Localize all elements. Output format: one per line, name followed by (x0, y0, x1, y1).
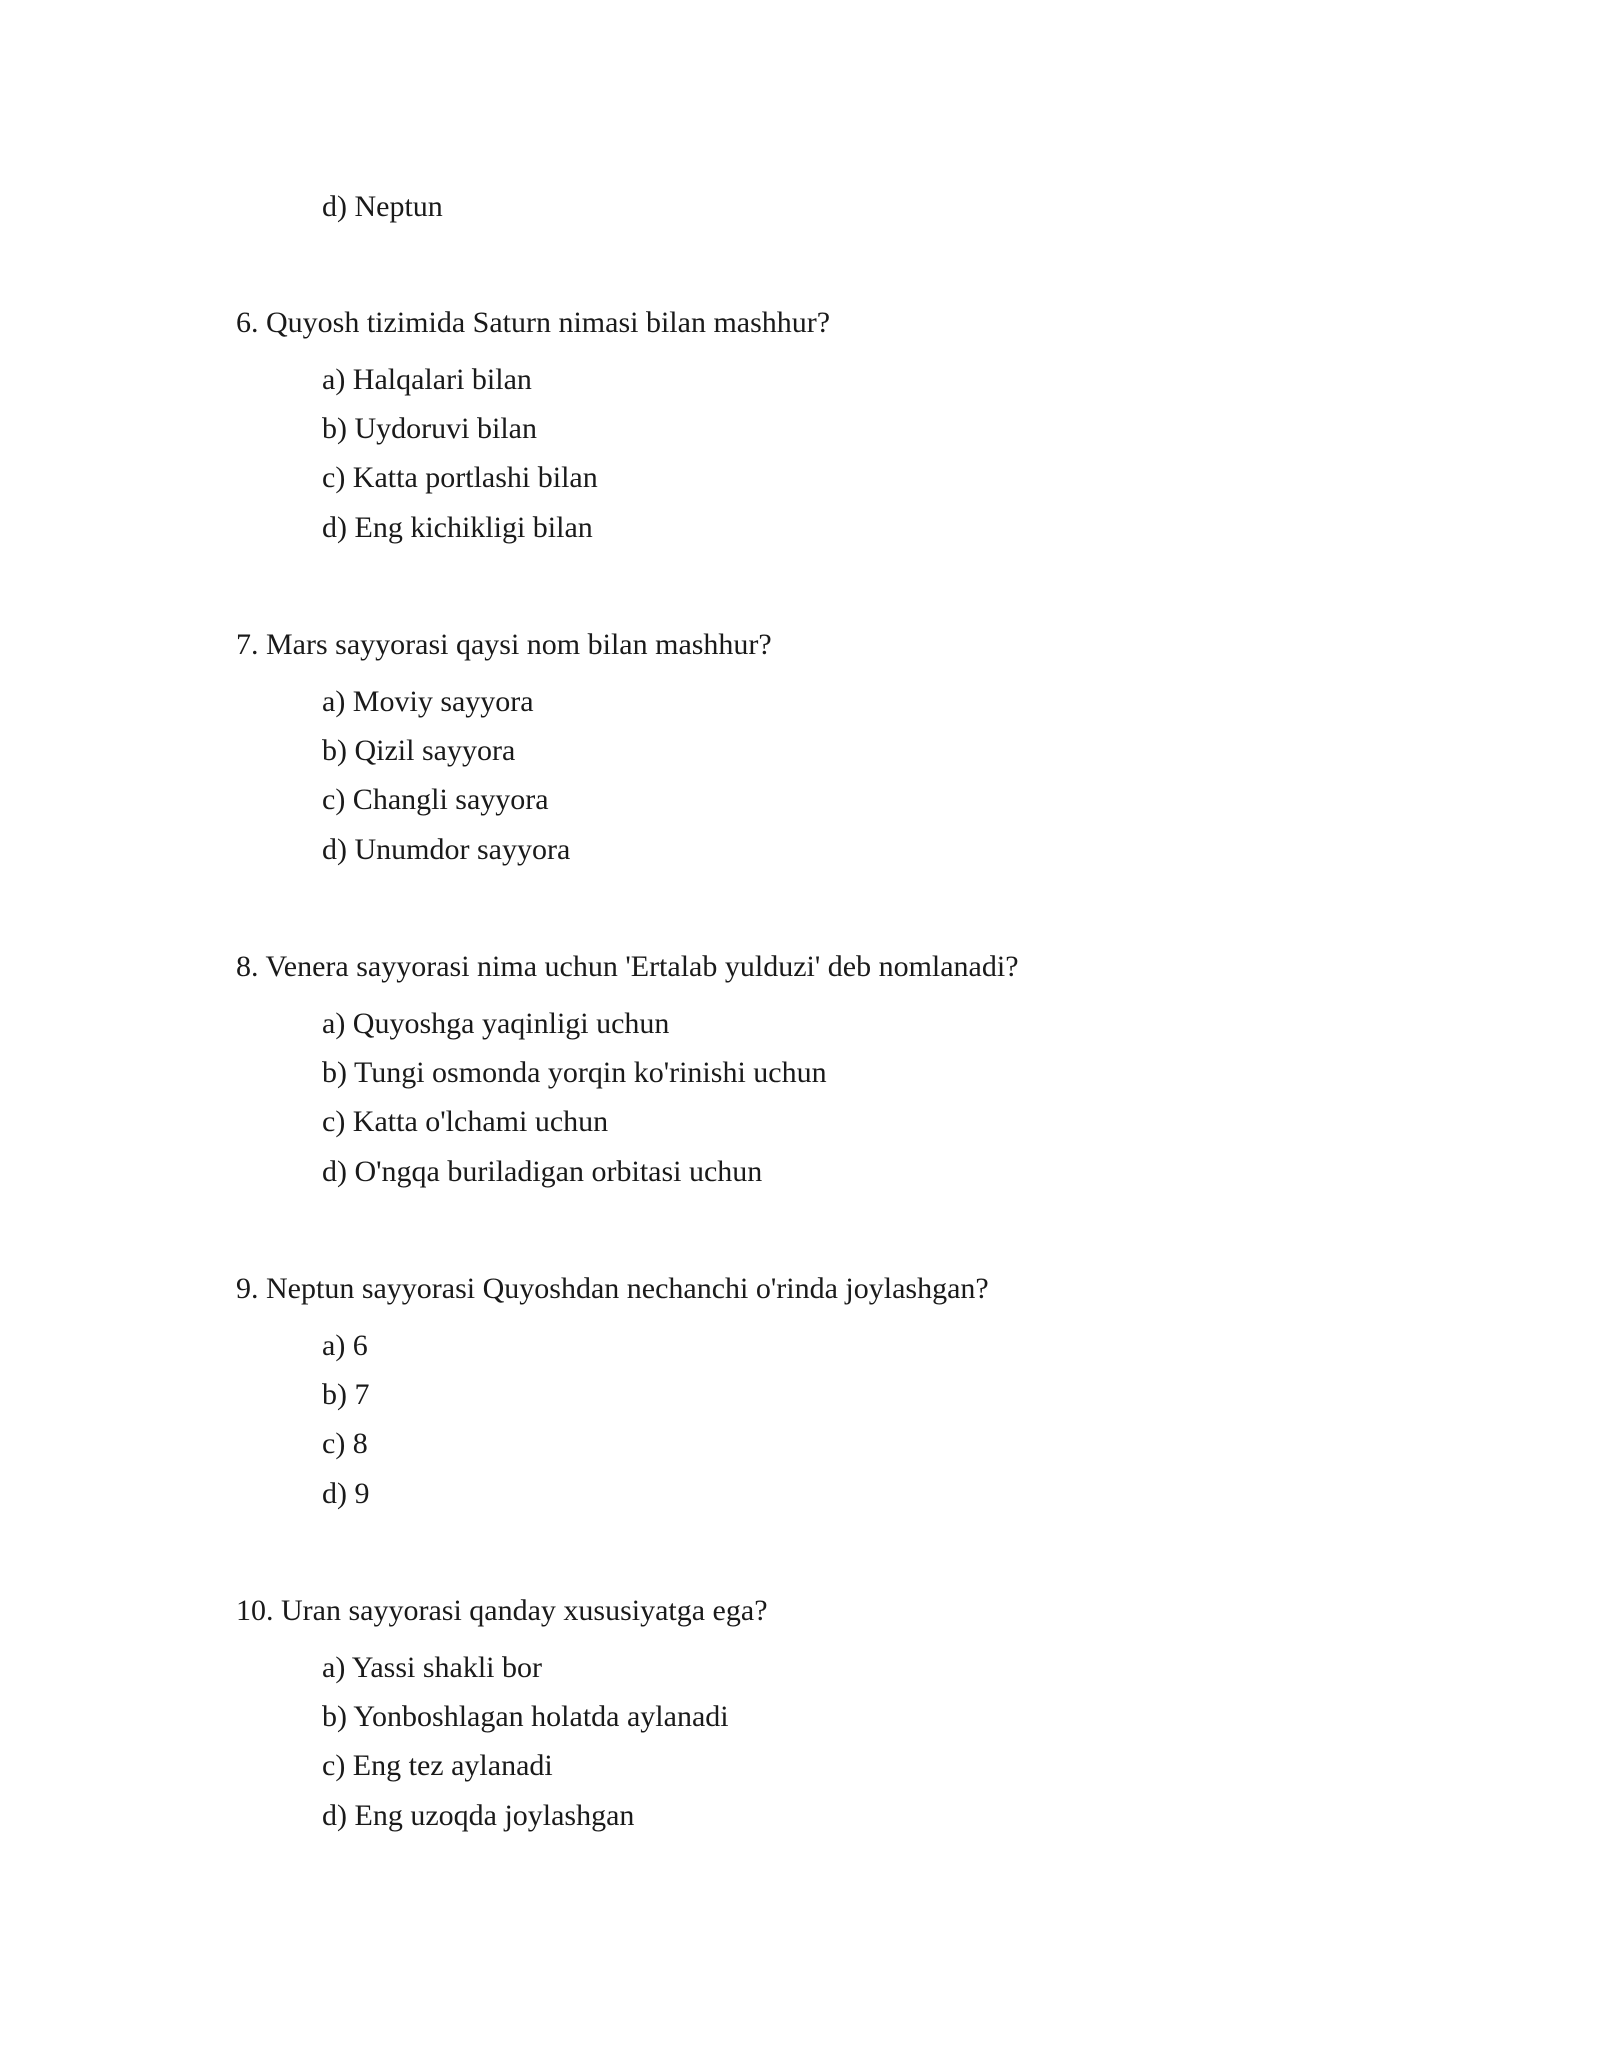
q8-option-a: a) Quyoshga yaqinligi uchun (322, 1007, 670, 1040)
q8-option-c: c) Katta o'lchami uchun (322, 1105, 609, 1138)
q9-option-d: d) 9 (322, 1477, 370, 1510)
q10-option-b: b) Yonboshlagan holatda aylanadi (322, 1700, 729, 1733)
question-8: 8. Venera sayyorasi nima uchun 'Ertalab yulduzi' deb nomlanadi? (236, 950, 1019, 983)
q8-option-d: d) O'ngqa buriladigan orbitasi uchun (322, 1155, 763, 1188)
q7-option-b: b) Qizil sayyora (322, 734, 516, 767)
q6-option-b: b) Uydoruvi bilan (322, 412, 537, 445)
option-d-prev: d) Neptun (322, 190, 443, 223)
q9-option-c: c) 8 (322, 1427, 368, 1460)
question-6: 6. Quyosh tizimida Saturn nimasi bilan mashhur? (236, 306, 831, 339)
q10-option-d: d) Eng uzoqda joylashgan (322, 1799, 635, 1832)
q6-option-c: c) Katta portlashi bilan (322, 461, 598, 494)
q10-option-a: a) Yassi shakli bor (322, 1651, 543, 1684)
question-9: 9. Neptun sayyorasi Quyoshdan nechanchi o'rinda joylashgan? (236, 1272, 989, 1305)
question-7: 7. Mars sayyorasi qaysi nom bilan mashhur? (236, 628, 772, 661)
q6-option-a: a) Halqalari bilan (322, 363, 532, 396)
q9-option-b: b) 7 (322, 1378, 370, 1411)
q7-option-a: a) Moviy sayyora (322, 685, 534, 718)
q6-option-d: d) Eng kichikligi bilan (322, 511, 593, 544)
q7-option-d: d) Unumdor sayyora (322, 833, 571, 866)
q7-option-c: c) Changli sayyora (322, 783, 549, 816)
q10-option-c: c) Eng tez aylanadi (322, 1749, 553, 1782)
q8-option-b: b) Tungi osmonda yorqin ko'rinishi uchun (322, 1056, 827, 1089)
question-10: 10. Uran sayyorasi qanday xususiyatga ega? (236, 1594, 768, 1627)
q9-option-a: a) 6 (322, 1329, 368, 1362)
